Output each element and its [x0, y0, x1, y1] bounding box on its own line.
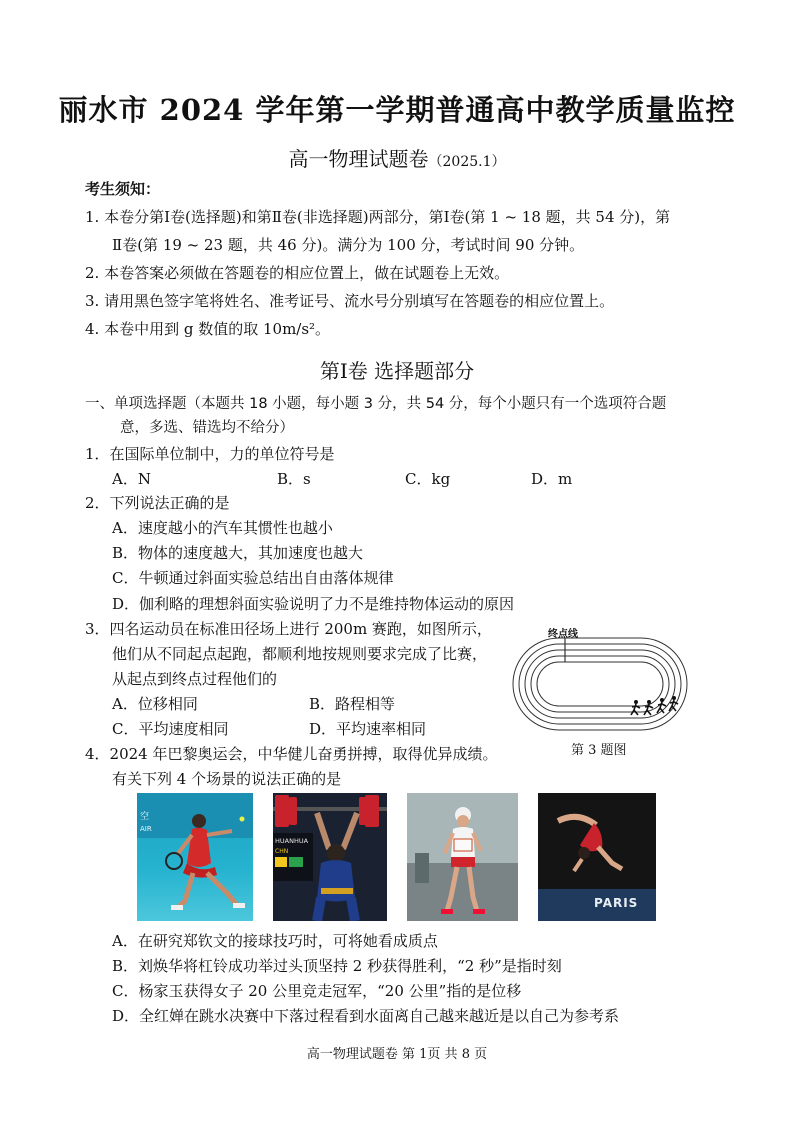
page-footer: 高一物理试题卷 第 1页 共 8 页: [306, 1047, 488, 1062]
q4-option-b: B．刘焕华将杠铃成功举过头顶坚持 2 秒获得胜利，“2 秒”是指时刻: [112, 957, 562, 975]
q3-stem-3: 从起点到终点过程他们的: [112, 670, 278, 688]
paris-banner-text: PARIS: [594, 896, 639, 910]
tennis-player-photo: [137, 793, 253, 921]
q4-option-a: A．在研究郑钦文的接球技巧时，可将她看成质点: [112, 932, 438, 950]
running-track-figure: [505, 620, 695, 732]
section-title: 第Ⅰ卷 选择题部分: [319, 359, 475, 383]
q2-option-b: B．物体的速度越大，其加速度也越大: [112, 544, 364, 562]
q3-option-a: A．位移相同: [112, 695, 198, 713]
page-subtitle: [0, 143, 794, 172]
part-heading-cont: 意，多选、错选均不给分）: [120, 420, 294, 436]
q3-figure-caption: 第 3 题图: [571, 743, 627, 758]
q3-stem-1: 3．四名运动员在标准田径场上进行 200m 赛跑，如图所示，: [85, 620, 492, 638]
notice-item-1: 1. 本卷分第Ⅰ卷(选择题)和第Ⅱ卷(非选择题)两部分，第Ⅰ卷(第 1 ~ 18 题，共 54 分)，第: [85, 208, 671, 226]
subtitle-text: 高一物理试题卷: [288, 147, 429, 171]
q4-option-c: C．杨家玉获得女子 20 公里竞走冠军，“20 公里”指的是位移: [112, 982, 522, 1000]
q3-option-d: D．平均速率相同: [309, 720, 427, 738]
q4-stem-2: 有关下列 4 个场景的说法正确的是: [112, 770, 342, 788]
weightlifter-photo: [273, 793, 387, 921]
part-heading: 一、单项选择题（本题共 18 小题，每小题 3 分，共 54 分，每个小题只有一个选项符合题: [85, 396, 667, 412]
q3-option-c: C．平均速度相同: [112, 720, 229, 738]
scoreboard-name: HUANHUA: [275, 837, 309, 845]
q1-option-c: C．kg: [405, 470, 451, 488]
notice-item-4: 4. 本卷中用到 g 数值的取 10m/s²。: [85, 320, 331, 338]
q1-option-b: B．s: [277, 470, 311, 488]
q1-option-d: D．m: [531, 470, 573, 488]
svg-text:空: 空: [140, 812, 150, 822]
notice-item-2: 2. 本卷答案必须做在答题卷的相应位置上，做在试题卷上无效。: [85, 264, 510, 282]
q2-option-d: D．伽利略的理想斜面实验说明了力不是维持物体运动的原因: [112, 595, 515, 613]
notice-heading: 考生须知：: [85, 180, 161, 198]
notice-item-3: 3. 请用黑色签字笔将姓名、准考证号、流水号分别填写在答题卷的相应位置上。: [85, 292, 615, 310]
scoreboard-country: CHN: [275, 848, 289, 855]
page-title: 丽水市 2024 学年第一学期普通高中教学质量监控: [58, 93, 736, 127]
finish-line-label: 终点线: [548, 629, 578, 640]
q2-option-c: C．牛顿通过斜面实验总结出自由落体规律: [112, 569, 394, 587]
diver-photo: [538, 793, 656, 921]
q4-stem-1: 4．2024 年巴黎奥运会，中华健儿奋勇拼搏，取得优异成绩。: [85, 745, 498, 763]
q1-stem: 1．在国际单位制中，力的单位符号是: [85, 445, 335, 463]
q3-option-b: B．路程相等: [309, 695, 396, 713]
q2-stem: 2．下列说法正确的是: [85, 494, 230, 512]
notice-item-1-cont: Ⅱ卷(第 19 ~ 23 题，共 46 分)。满分为 100 分，考试时间 90 分钟。: [112, 236, 585, 254]
q4-option-d: D．全红婵在跳水决赛中下落过程看到水面离自己越来越近是以自己为参考系: [112, 1007, 620, 1025]
svg-text:AIR: AIR: [140, 825, 152, 833]
q1-option-a: A．N: [112, 470, 151, 488]
q3-stem-2: 他们从不同起点起跑，都顺利地按规则要求完成了比赛，: [112, 645, 488, 663]
exam-date: （2025.1）: [428, 154, 506, 170]
race-walker-photo: [407, 793, 518, 921]
q2-option-a: A．速度越小的汽车其惯性也越小: [112, 519, 333, 537]
